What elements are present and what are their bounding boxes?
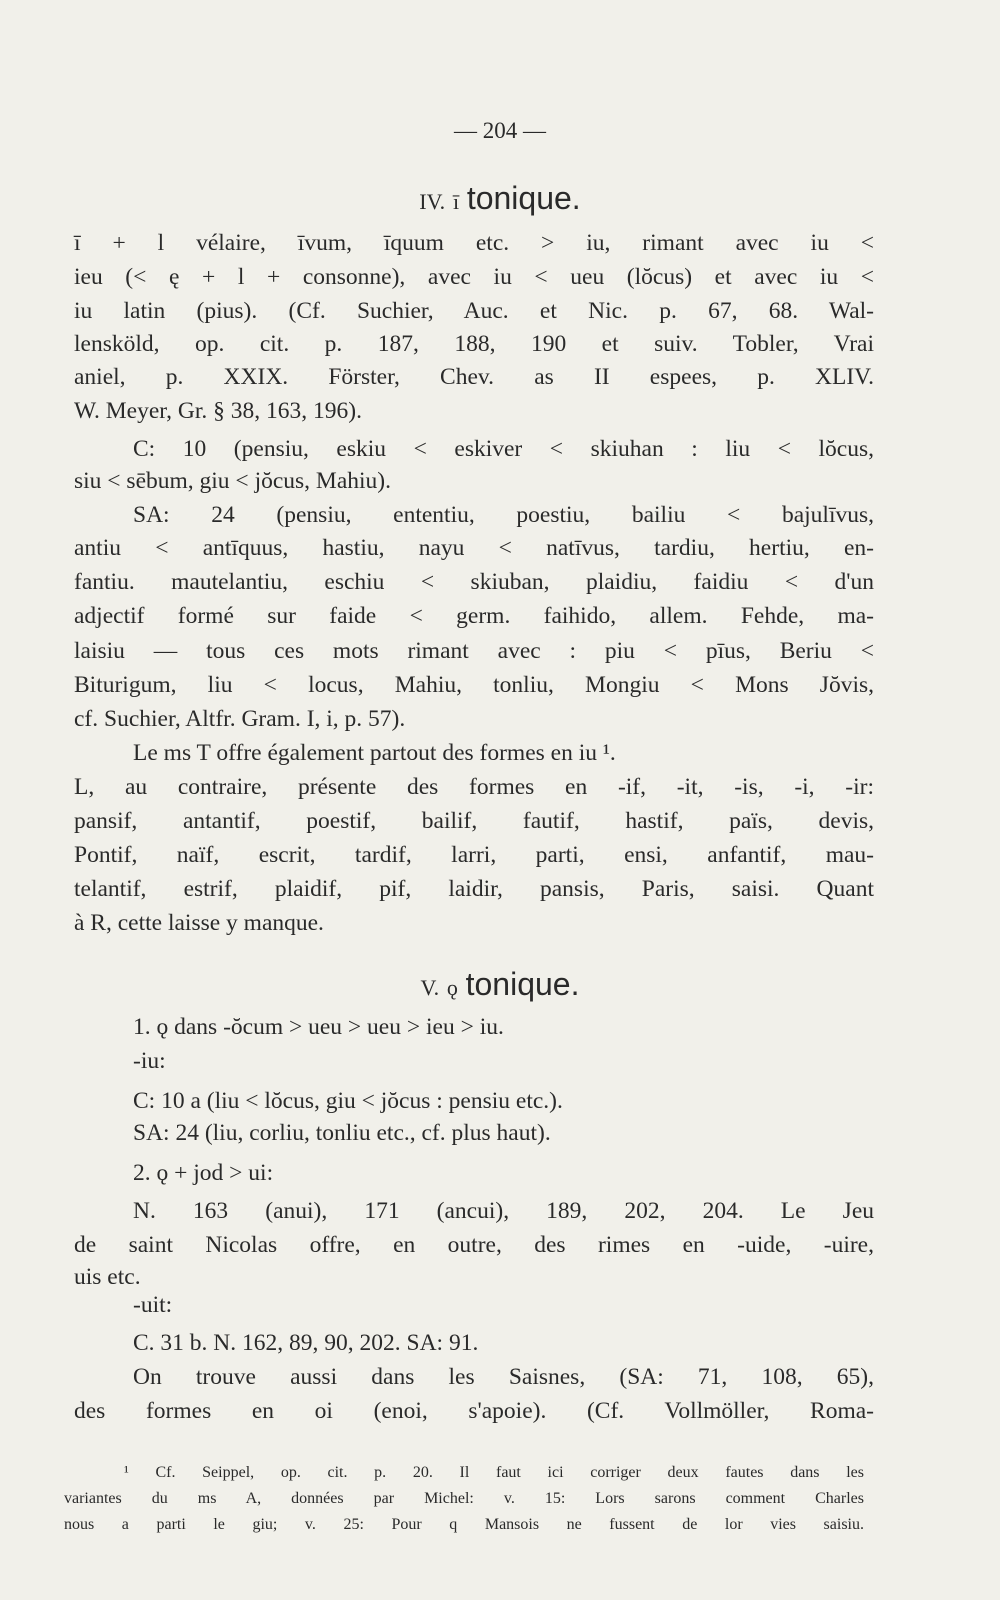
footnote-line: nous a parti le giu; v. 25: Pour q Mansois ne fussent de lor vies saisiu. <box>64 1516 864 1533</box>
section-word: tonique. <box>466 180 581 216</box>
section-roman: V. <box>420 975 440 1000</box>
text-line: ieu (< ę + l + consonne), avec iu < ueu (lŏcus) et avec iu < <box>74 264 874 290</box>
text-line: Le ms T offre également partout des formes en iu ¹. <box>133 740 616 766</box>
text-line: W. Meyer, Gr. § 38, 163, 196). <box>74 398 362 424</box>
text-line: SA: 24 (liu, corliu, tonliu etc., cf. plus haut). <box>133 1120 551 1146</box>
text-line: de saint Nicolas offre, en outre, des rimes en -uide, -uire, <box>74 1232 874 1258</box>
section-heading-v <box>0 966 1000 1003</box>
text-line: telantif, estrif, plaidif, pif, laidir, pansis, Paris, saisi. Quant <box>74 876 874 902</box>
text-line: fantiu. mautelantiu, eschiu < skiuban, plaidiu, faidiu < d'un <box>74 569 874 595</box>
section-roman: IV. <box>419 189 446 214</box>
footnote-line: variantes du ms A, données par Michel: v. 15: Lors sarons comment Charles <box>64 1490 864 1507</box>
text-line: C: 10 a (liu < lŏcus, giu < jŏcus : pensiu etc.). <box>133 1088 563 1114</box>
text-line: -uit: <box>133 1292 173 1318</box>
page-number: — 204 — <box>454 118 546 143</box>
section-heading-iv <box>0 180 1000 217</box>
text-line: des formes en oi (enoi, s'apoie). (Cf. Vollmöller, Roma- <box>74 1398 874 1424</box>
text-line: pansif, antantif, poestif, bailif, fautif, hastif, païs, devis, <box>74 808 874 834</box>
text-line: L, au contraire, présente des formes en -if, -it, -is, -i, -ir: <box>74 774 874 800</box>
text-line: laisiu — tous ces mots rimant avec : piu < pīus, Beriu < <box>74 638 874 664</box>
text-line: adjectif formé sur faide < germ. faihido, allem. Fehde, ma- <box>74 603 874 629</box>
text-line: 2. ǫ + jod > ui: <box>133 1160 274 1186</box>
text-line: antiu < antīquus, hastiu, nayu < natīvus, tardiu, hertiu, en- <box>74 535 874 561</box>
text-line: C. 31 b. N. 162, 89, 90, 202. SA: 91. <box>133 1330 479 1356</box>
section-vowel: ǫ <box>446 975 458 1000</box>
text-line: uis etc. <box>74 1264 141 1290</box>
section-word: tonique. <box>465 966 580 1002</box>
text-line: On trouve aussi dans les Saisnes, (SA: 71, 108, 65), <box>133 1364 874 1390</box>
text-line: C: 10 (pensiu, eskiu < eskiver < skiuhan : liu < lŏcus, <box>133 436 874 462</box>
text-line: SA: 24 (pensiu, ententiu, poestiu, bailiu < bajulīvus, <box>133 502 874 528</box>
text-line: N. 163 (anui), 171 (ancui), 189, 202, 204. Le Jeu <box>133 1198 874 1224</box>
text-line: siu < sēbum, giu < jŏcus, Mahiu). <box>74 468 391 494</box>
text-line: à R, cette laisse y manque. <box>74 910 324 936</box>
text-line: -iu: <box>133 1048 166 1074</box>
text-line: iu latin (pius). (Cf. Suchier, Auc. et Nic. p. 67, 68. Wal- <box>74 298 874 324</box>
text-line: cf. Suchier, Altfr. Gram. I, i, p. 57). <box>74 706 406 732</box>
text-line: ī + l vélaire, īvum, īquum etc. > iu, rimant avec iu < <box>74 230 874 256</box>
text-line: Pontif, naïf, escrit, tardif, larri, parti, ensi, anfantif, mau- <box>74 842 874 868</box>
text-line: 1. ǫ dans -ŏcum > ueu > ueu > ieu > iu. <box>133 1014 504 1040</box>
section-vowel: ī <box>452 189 460 214</box>
text-line: Biturigum, liu < locus, Mahiu, tonliu, Mongiu < Mons Jŏvis, <box>74 672 874 698</box>
text-line: lensköld, op. cit. p. 187, 188, 190 et suiv. Tobler, Vrai <box>74 331 874 357</box>
footnote-line: ¹ Cf. Seippel, op. cit. p. 20. Il faut ici corriger deux fautes dans les <box>124 1464 864 1481</box>
text-line: aniel, p. XXIX. Förster, Chev. as II espees, p. XLIV. <box>74 364 874 390</box>
